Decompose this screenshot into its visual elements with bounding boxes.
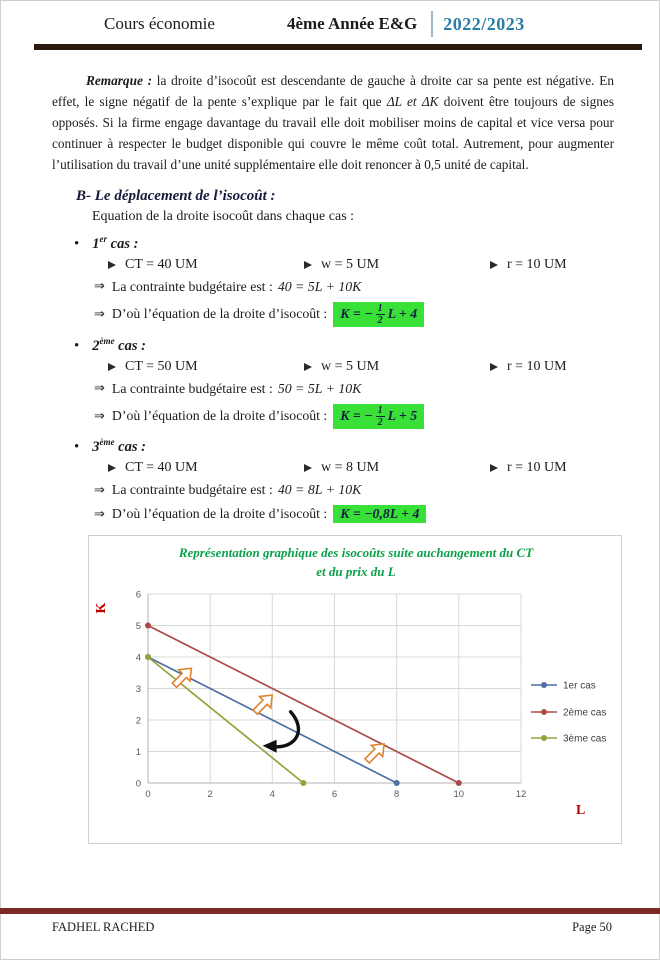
x-axis-label: L xyxy=(576,803,586,819)
isocost-equation-line xyxy=(94,302,660,327)
case-ordinal-suffix: ème xyxy=(99,437,115,448)
remark-label: Remarque : xyxy=(86,73,153,88)
case-block xyxy=(0,336,660,429)
orange-arrow-annotation xyxy=(250,690,278,718)
legend-marker xyxy=(541,735,547,741)
double-arrow-icon: ⇒ xyxy=(94,306,105,322)
legend-marker xyxy=(541,709,547,715)
highlighted-equation xyxy=(333,404,424,429)
y-axis-label: K xyxy=(94,602,109,614)
chart-title-line-1: Représentation graphique des isocoûts suite auchangement du CT xyxy=(178,545,534,561)
case-parameters-row xyxy=(108,257,660,273)
legend-label: 1er cas xyxy=(563,680,596,692)
legend-label: 3ème cas xyxy=(563,733,607,745)
fraction-numerator: 1 xyxy=(377,302,383,314)
cases-list xyxy=(0,234,660,523)
section-title: B- Le déplacement de l’isocoût : xyxy=(76,188,276,204)
arrowhead-bullet-icon xyxy=(108,261,116,269)
orange-arrow-annotation xyxy=(361,738,389,766)
header-rule xyxy=(34,44,642,50)
y-tick-label: 1 xyxy=(135,747,141,759)
r-value: r = 10 UM xyxy=(507,358,567,374)
y-tick-label: 3 xyxy=(135,684,141,696)
case-ordinal-suffix: ème xyxy=(99,335,115,346)
fraction-numerator: 1 xyxy=(377,404,383,416)
remark-text-1: la droite d’isocoût est descendante de gauche à droite car sa pente est négative. En effet, le signe négatif de la pente s’explique par le fait que xyxy=(52,73,614,109)
w-parameter xyxy=(304,359,490,375)
header-separator xyxy=(431,11,433,37)
data-point-marker xyxy=(456,780,462,786)
double-arrow-icon: ⇒ xyxy=(94,482,105,498)
constraint-equation: 40 = 5L + 10K xyxy=(277,278,362,294)
x-tick-label: 6 xyxy=(331,789,338,801)
x-tick-label: 4 xyxy=(269,789,275,801)
constraint-equation: 40 = 8L + 10K xyxy=(277,482,362,498)
fraction-denominator: 2 xyxy=(377,314,383,326)
x-tick-label: 12 xyxy=(515,789,527,801)
chart-title xyxy=(91,544,621,582)
equation-label: D’où l’équation de la droite d’isocoût : xyxy=(111,506,328,522)
ct-parameter xyxy=(108,359,304,375)
constraint-label: La contrainte budgétaire est : xyxy=(111,278,273,294)
ct-value: CT = 40 UM xyxy=(125,460,198,476)
double-arrow-icon: ⇒ xyxy=(94,408,105,424)
case-word: cas : xyxy=(114,439,146,456)
ct-parameter xyxy=(108,257,304,273)
section-subtitle: Equation de la droite isocoût dans chaque cas : xyxy=(92,209,355,224)
fraction xyxy=(376,405,385,428)
page-header xyxy=(0,0,660,42)
fraction xyxy=(376,303,385,326)
remark-math-terms: ΔL et ΔK xyxy=(386,94,439,109)
x-tick-label: 10 xyxy=(453,789,465,801)
double-arrow-icon: ⇒ xyxy=(94,506,105,522)
y-tick-label: 0 xyxy=(135,778,141,790)
case-ordinal-suffix: er xyxy=(99,234,108,244)
w-value: w = 8 UM xyxy=(321,460,380,476)
case-name xyxy=(92,236,138,252)
isocost-chart xyxy=(88,535,622,844)
ct-parameter xyxy=(108,460,304,476)
arrowhead-bullet-icon xyxy=(108,363,116,371)
budget-constraint-line xyxy=(94,279,660,295)
constraint-label: La contrainte budgétaire est : xyxy=(111,380,273,396)
w-value: w = 5 UM xyxy=(321,358,380,374)
equation-pre: K = − xyxy=(340,408,373,424)
w-parameter xyxy=(304,460,490,476)
case-title xyxy=(74,438,660,457)
x-tick-label: 2 xyxy=(207,789,213,801)
equation-label: D’où l’équation de la droite d’isocoût : xyxy=(111,306,328,322)
y-tick-label: 4 xyxy=(135,652,141,664)
ct-value: CT = 40 UM xyxy=(125,256,198,272)
chart-plot-area xyxy=(91,586,615,826)
r-value: r = 10 UM xyxy=(507,256,567,272)
series-line xyxy=(148,626,459,784)
chart-title-line-2: et du prix du L xyxy=(316,564,396,580)
case-block xyxy=(0,234,660,327)
arrowhead-bullet-icon xyxy=(108,464,116,472)
remark-paragraph xyxy=(52,70,614,175)
footer-rule xyxy=(0,908,660,914)
remark-text-2: doivent être toujours de signes opposés. Si la firme engage davantage du travail elle doit mobiliser moins de capital et vice versa pour continuer à respecter le budget disponible qui couvre le même coût total. Autrement, pour augmenter l’utilisation du travail d’une unité supplémentaire elle doit renoncer à 0,5 unité de capital. xyxy=(52,94,614,172)
fraction-denominator: 2 xyxy=(377,416,383,428)
arrowhead-bullet-icon xyxy=(304,363,312,371)
y-tick-label: 6 xyxy=(135,589,141,601)
equation-label: D’où l’équation de la droite d’isocoût : xyxy=(111,408,328,424)
r-value: r = 10 UM xyxy=(507,460,567,476)
arrowhead-bullet-icon xyxy=(490,363,498,371)
r-parameter xyxy=(490,359,567,375)
page-footer xyxy=(0,920,660,935)
r-parameter xyxy=(490,257,567,273)
ct-value: CT = 50 UM xyxy=(125,358,198,374)
isocost-equation-line xyxy=(94,505,660,523)
x-tick-label: 8 xyxy=(394,789,400,801)
case-name xyxy=(92,335,146,354)
r-parameter xyxy=(490,460,567,476)
case-parameters-row xyxy=(108,460,660,476)
equation-pre: K = − xyxy=(340,306,373,322)
x-tick-label: 0 xyxy=(145,789,151,801)
constraint-label: La contrainte budgétaire est : xyxy=(111,482,273,498)
legend-marker xyxy=(541,682,547,688)
bullet-icon: • xyxy=(74,235,80,252)
arrowhead-bullet-icon xyxy=(490,464,498,472)
data-point-marker xyxy=(145,623,151,629)
isocost-equation-line xyxy=(94,404,660,429)
y-tick-label: 2 xyxy=(135,715,141,727)
bullet-icon: • xyxy=(74,337,80,354)
highlighted-equation xyxy=(333,302,424,327)
academic-year: 2022/2023 xyxy=(443,13,525,34)
double-arrow-icon: ⇒ xyxy=(94,381,105,397)
equation-post: L + 4 xyxy=(387,306,418,322)
course-year-level: 4ème Année E&G xyxy=(286,14,418,33)
isocost-equation: K = −0,8L + 4 xyxy=(340,506,420,522)
data-point-marker xyxy=(145,654,151,660)
case-block xyxy=(0,438,660,524)
footer-page-number: Page 50 xyxy=(572,920,612,934)
data-point-marker xyxy=(300,780,306,786)
budget-constraint-line xyxy=(94,482,660,498)
arrowhead-bullet-icon xyxy=(490,261,498,269)
footer-author: FADHEL RACHED xyxy=(52,920,155,934)
case-title xyxy=(74,336,660,355)
data-point-marker xyxy=(394,780,400,786)
case-number: 2 xyxy=(92,337,100,354)
case-parameters-row xyxy=(108,359,660,375)
y-tick-label: 5 xyxy=(135,621,141,633)
arrowhead-bullet-icon xyxy=(304,464,312,472)
constraint-equation: 50 = 5L + 10K xyxy=(277,380,362,396)
case-word: cas : xyxy=(114,337,146,354)
highlighted-equation xyxy=(333,505,426,523)
double-arrow-icon: ⇒ xyxy=(94,279,105,295)
case-name xyxy=(92,439,146,455)
equation-post: L + 5 xyxy=(387,408,418,424)
w-value: w = 5 UM xyxy=(321,256,380,272)
case-title xyxy=(74,234,660,253)
case-number: 3 xyxy=(92,439,100,456)
budget-constraint-line xyxy=(94,381,660,397)
case-number: 1 xyxy=(92,235,100,252)
bullet-icon: • xyxy=(74,439,80,456)
w-parameter xyxy=(304,257,490,273)
case-word: cas : xyxy=(107,235,139,252)
course-title: Cours économie xyxy=(104,14,215,33)
arrowhead-bullet-icon xyxy=(304,261,312,269)
legend-label: 2ème cas xyxy=(563,707,607,719)
